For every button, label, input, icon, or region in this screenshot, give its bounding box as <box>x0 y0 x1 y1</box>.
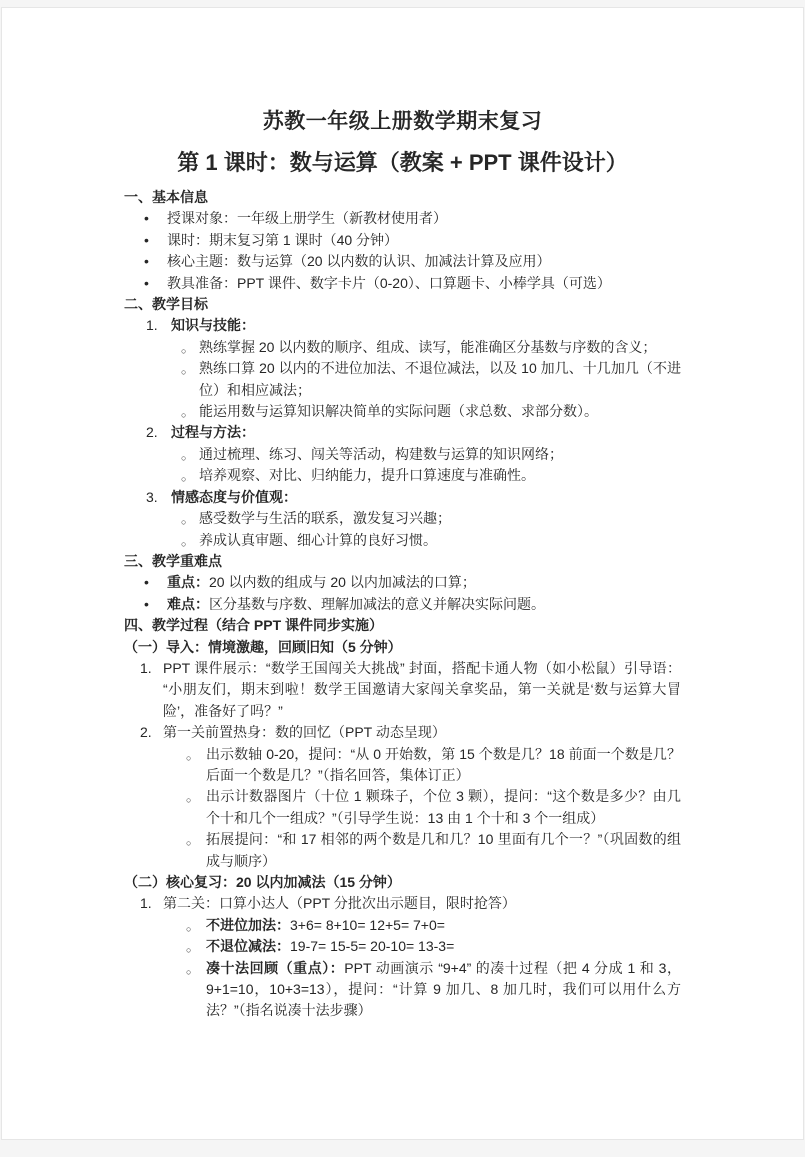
sub-bullet-item <box>124 358 681 401</box>
subsection-heading <box>124 637 681 658</box>
text-run: 熟练掌握 20 以内数的顺序、组成、读写，能准确区分基数与序数的含义； <box>199 338 657 355</box>
text-run: 情感态度与价值观： <box>171 488 297 505</box>
text-run: 不退位减法： <box>206 938 290 955</box>
circle-bullet-marker: ○ <box>186 795 192 806</box>
bullet-item <box>124 273 681 294</box>
section-heading <box>124 187 681 208</box>
text-run: 课时：期末复习第 1 课时（40 分钟） <box>167 231 399 248</box>
circle-bullet-marker: ○ <box>186 966 192 977</box>
sub-bullet-item <box>124 444 681 465</box>
sub-bullet-item <box>124 786 681 829</box>
section-heading <box>124 294 681 315</box>
circle-bullet-marker: ○ <box>186 752 192 763</box>
text-run: 通过梳理、练习、闯关等活动，构建数与运算的知识网络； <box>199 445 563 462</box>
circle-bullet-marker: ○ <box>181 517 187 528</box>
bullet-marker: • <box>144 274 149 291</box>
text-run: 二、教学目标 <box>124 296 208 313</box>
numbered-item <box>124 658 681 722</box>
bullet-marker: • <box>144 231 149 248</box>
bullet-marker: • <box>144 595 149 612</box>
text-run: 难点： <box>167 595 209 612</box>
text-run: 不进位加法： <box>206 916 290 933</box>
document-page <box>1 7 804 1140</box>
numbered-item <box>124 422 681 443</box>
text-run: PPT 课件展示：“数学王国闯关大挑战” 封面，搭配卡通人物（如小松鼠）引导语：“小朋友们，期末到啦！数学王国邀请大家闯关拿奖品，第一关就是‘数与运算大冒险’，准备好了吗？” <box>163 659 681 719</box>
text-run: 拓展提问：“和 17 相邻的两个数是几和几？10 里面有几个一？”（巩固数的组成与顺序） <box>206 831 681 869</box>
text-run: 教具准备：PPT 课件、数字卡片（0-20）、口算题卡、小棒学具（可选） <box>167 274 611 291</box>
bullet-item <box>124 230 681 251</box>
text-run: （一）导入：情境激趣，回顾旧知（5 分钟） <box>124 638 402 655</box>
list-number-marker: 2. <box>146 424 158 441</box>
sub-bullet-item <box>124 829 681 872</box>
list-number-marker: 1. <box>146 317 158 334</box>
text-run: 养成认真审题、细心计算的良好习惯。 <box>199 531 437 548</box>
circle-bullet-marker: ○ <box>181 452 187 463</box>
circle-bullet-marker: ○ <box>186 923 192 934</box>
circle-bullet-marker: ○ <box>181 538 187 549</box>
numbered-item <box>124 722 681 743</box>
bullet-item <box>124 594 681 615</box>
text-run: 过程与方法： <box>171 424 255 441</box>
bullet-marker: • <box>144 574 149 591</box>
sub-bullet-item <box>124 401 681 422</box>
circle-bullet-marker: ○ <box>181 474 187 485</box>
list-number-marker: 1. <box>140 895 152 912</box>
numbered-item <box>124 487 681 508</box>
bullet-marker: • <box>144 253 149 270</box>
section-heading <box>124 551 681 572</box>
text-run: 3+6= 8+10= 12+5= 7+0= <box>290 916 445 933</box>
sub-bullet-item <box>124 530 681 551</box>
doc-body <box>124 187 681 1022</box>
text-run: 出示计数器图片（十位 1 颗珠子，个位 3 颗），提问：“这个数是多少？由几个十和几个一组成？”（引导学生说：13 由 1 个十和 3 个一组成） <box>206 788 681 826</box>
subsection-heading <box>124 872 681 893</box>
text-run: 培养观察、对比、归纳能力，提升口算速度与准确性。 <box>199 467 535 484</box>
text-run: 感受数学与生活的联系，激发复习兴趣； <box>199 510 451 527</box>
text-run: 核心主题：数与运算（20 以内数的认识、加减法计算及应用） <box>167 253 551 270</box>
list-number-marker: 3. <box>146 488 158 505</box>
bullet-item <box>124 572 681 593</box>
text-run: 区分基数与序数、理解加减法的意义并解决实际问题。 <box>209 595 545 612</box>
circle-bullet-marker: ○ <box>186 945 192 956</box>
text-run: 凑十法回顾（重点）： <box>206 959 345 976</box>
sub-bullet-item <box>124 958 681 1022</box>
circle-bullet-marker: ○ <box>181 345 187 356</box>
text-run: 三、教学重难点 <box>124 552 222 569</box>
bullet-item <box>124 251 681 272</box>
sub-bullet-item <box>124 915 681 936</box>
text-run: 第一关前置热身：数的回忆（PPT 动态呈现） <box>163 724 446 741</box>
bullet-marker: • <box>144 210 149 227</box>
text-run: 20 以内数的组成与 20 以内加减法的口算； <box>209 574 476 591</box>
sub-bullet-item <box>124 337 681 358</box>
text-run: 第二关：口算小达人（PPT 分批次出示题目，限时抢答） <box>163 895 516 912</box>
text-run: 四、教学过程（结合 PPT 课件同步实施） <box>124 617 384 634</box>
text-run: 出示数轴 0-20，提问：“从 0 开始数，第 15 个数是几？18 前面一个数是几？后面一个数是几？”（指名回答，集体订正） <box>206 745 681 783</box>
text-run: 19-7= 15-5= 20-10= 13-3= <box>290 938 455 955</box>
text-run: （二）核心复习：20 以内加减法（15 分钟） <box>124 874 401 890</box>
text-run: 授课对象：一年级上册学生（新教材使用者） <box>167 210 447 227</box>
text-run: PPT 动画演示 “9+4” 的凑十过程（把 4 分成 1 和 3，9+1=10，10+3=13），提问：“计算 9 加几、8 加几时，我们可以用什么方法？”（指名说凑十法步骤） <box>206 959 681 1019</box>
sub-bullet-item <box>124 936 681 957</box>
text-run: 知识与技能： <box>171 317 255 334</box>
doc-subtitle: 第 1 课时：数与运算（教案 + PPT 课件设计） <box>177 150 628 175</box>
numbered-item <box>124 315 681 336</box>
circle-bullet-marker: ○ <box>181 410 187 421</box>
sub-bullet-item <box>124 508 681 529</box>
text-run: 一、基本信息 <box>124 189 208 205</box>
numbered-item <box>124 893 681 914</box>
text-run: 能运用数与运算知识解决简单的实际问题（求总数、求部分数）。 <box>199 403 598 420</box>
text-run: 重点： <box>167 574 209 591</box>
circle-bullet-marker: ○ <box>181 367 187 378</box>
doc-title: 苏教一年级上册数学期末复习 <box>262 110 543 133</box>
sub-bullet-item <box>124 744 681 787</box>
circle-bullet-marker: ○ <box>186 838 192 849</box>
text-run: 熟练口算 20 以内的不进位加法、不退位减法，以及 10 加几、十几加几（不进位）和相应减法； <box>199 360 681 398</box>
list-number-marker: 2. <box>140 724 152 741</box>
sub-bullet-item <box>124 465 681 486</box>
section-heading <box>124 615 681 636</box>
bullet-item <box>124 208 681 229</box>
list-number-marker: 1. <box>140 659 152 676</box>
